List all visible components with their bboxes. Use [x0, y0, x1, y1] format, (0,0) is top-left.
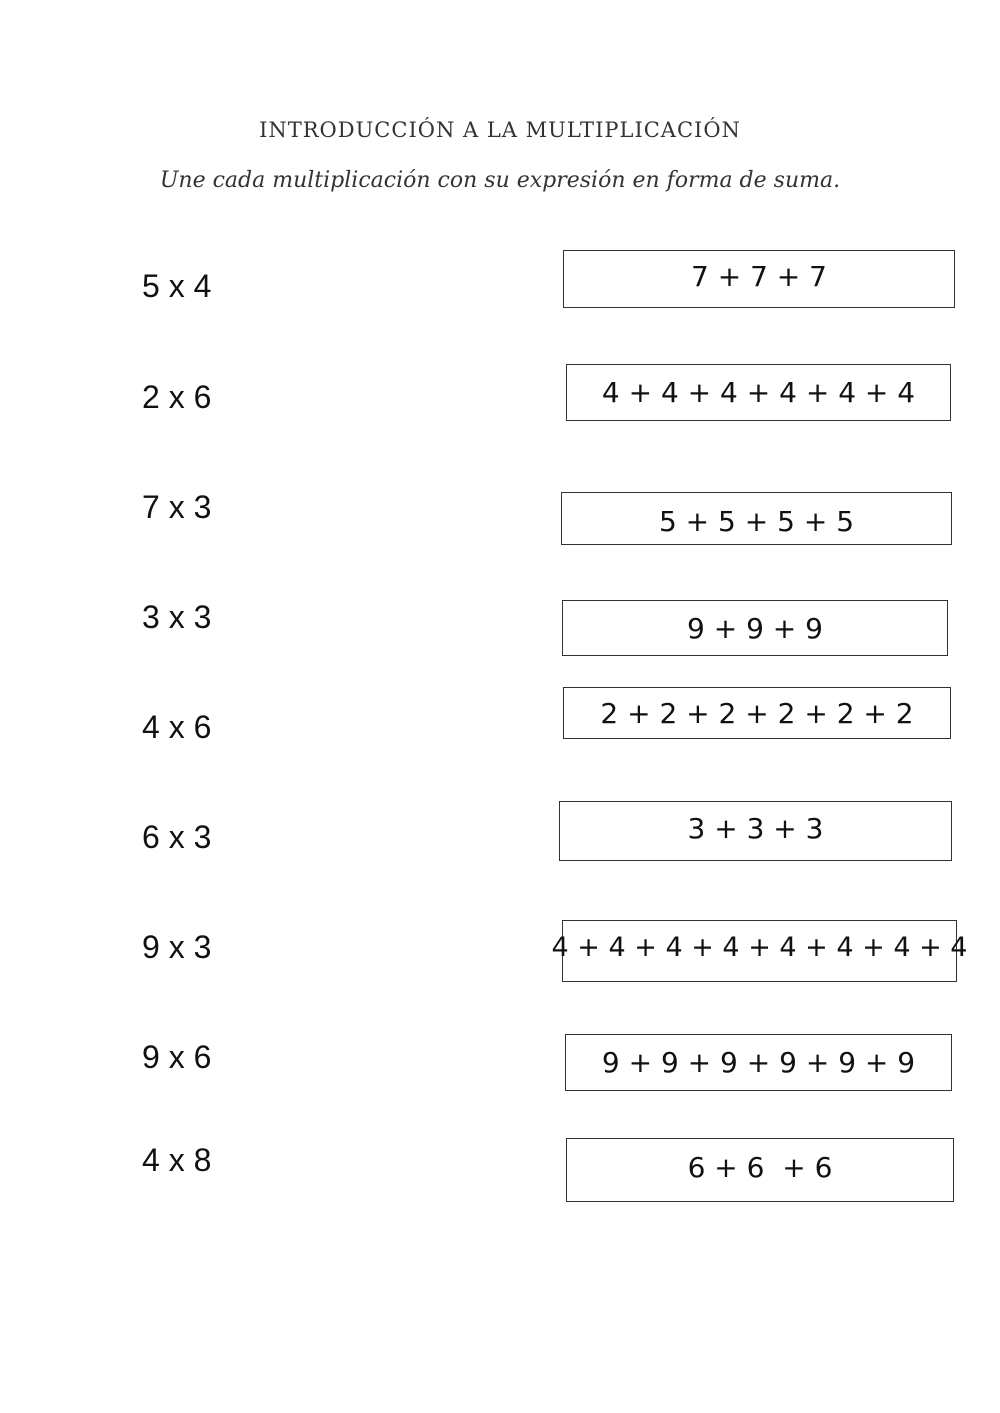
sum-expression: 9 + 9 + 9 + 9 + 9 + 9	[601, 1046, 916, 1079]
worksheet-title: INTRODUCCIÓN A LA MULTIPLICACIÓN	[259, 118, 741, 142]
multiplication-item[interactable]: 3 x 3	[142, 599, 212, 635]
sum-expression: 2 + 2 + 2 + 2 + 2 + 2	[600, 696, 914, 730]
multiplication-item[interactable]: 9 x 6	[142, 1039, 212, 1075]
multiplication-item[interactable]: 2 x 6	[142, 379, 212, 415]
multiplication-item[interactable]: 7 x 3	[142, 489, 212, 525]
sum-expression: 5 + 5 + 5 + 5	[658, 505, 855, 538]
multiplication-item[interactable]: 6 x 3	[142, 819, 212, 855]
sum-expression: 7 + 7 + 7	[691, 259, 827, 293]
sum-expression: 4 + 4 + 4 + 4 + 4 + 4 + 4 + 4	[551, 931, 968, 963]
multiplication-item[interactable]: 4 x 6	[142, 709, 212, 745]
sum-box[interactable]	[563, 250, 955, 308]
sum-expression: 3 + 3 + 3	[687, 811, 824, 845]
multiplication-item[interactable]: 4 x 8	[142, 1142, 212, 1178]
sum-box[interactable]	[563, 687, 951, 739]
sum-box[interactable]	[566, 1138, 954, 1202]
sum-box[interactable]	[562, 600, 948, 656]
sum-expression: 6 + 6 + 6	[687, 1150, 833, 1184]
multiplication-item[interactable]: 5 x 4	[142, 268, 212, 304]
worksheet-instruction: Une cada multiplicación con su expresión en forma de suma.	[159, 168, 841, 193]
sum-box[interactable]	[561, 492, 952, 545]
multiplication-item[interactable]: 9 x 3	[142, 929, 212, 965]
sum-expression: 9 + 9 + 9	[687, 611, 823, 645]
sum-box[interactable]	[566, 364, 951, 421]
sum-expression: 4 + 4 + 4 + 4 + 4 + 4	[601, 376, 916, 409]
sum-box[interactable]	[559, 801, 952, 861]
sum-box[interactable]	[565, 1034, 952, 1091]
sum-box[interactable]	[551, 920, 968, 982]
